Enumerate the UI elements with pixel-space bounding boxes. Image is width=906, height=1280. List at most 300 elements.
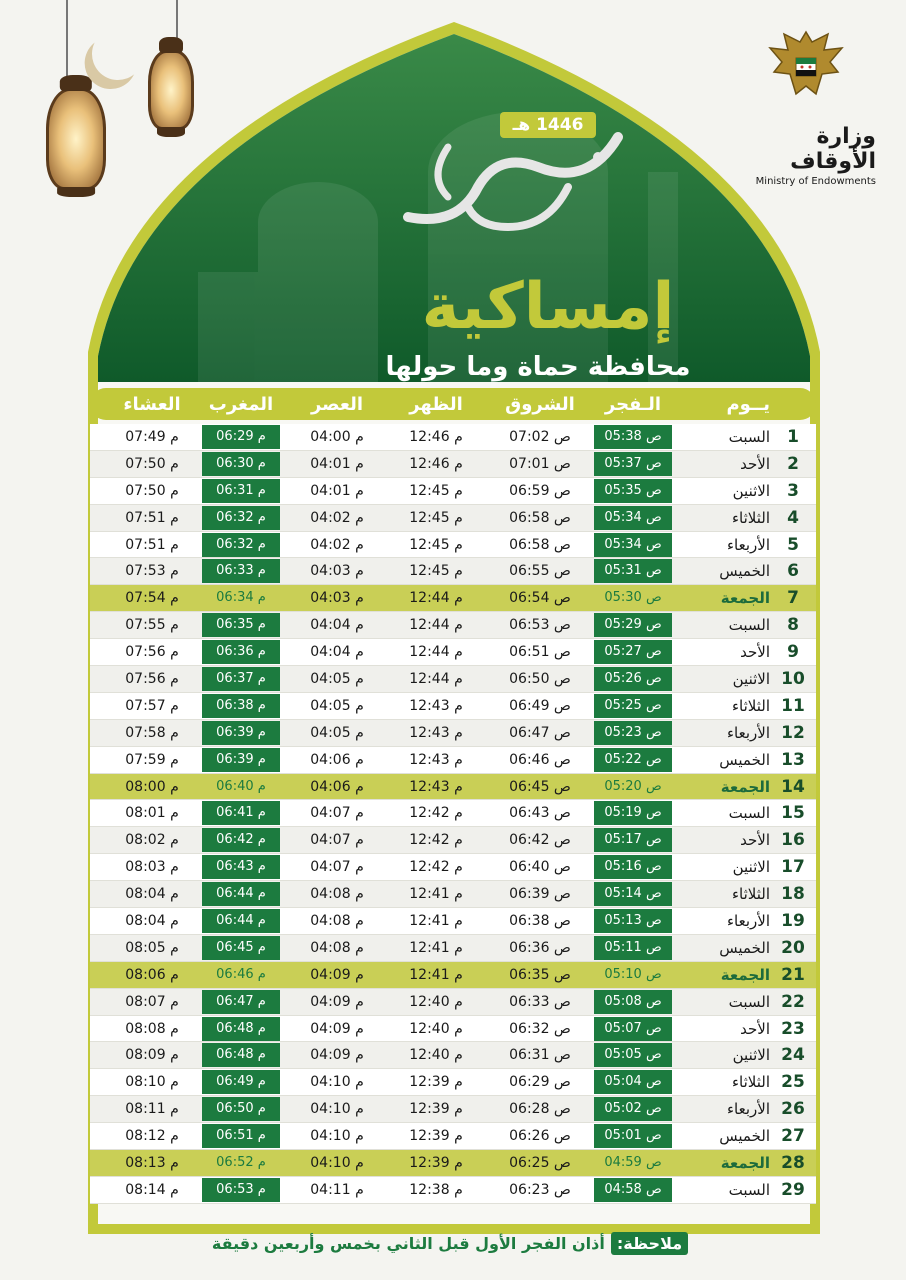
day-name: الاثنين: [732, 669, 770, 688]
maghrib-time: [202, 990, 280, 1014]
maghrib-time: [202, 1097, 280, 1121]
maghrib-time-value: 06:52 م: [202, 1151, 280, 1175]
asr-time: 04:05 م: [310, 697, 364, 714]
isha-time: 07:51 م: [125, 536, 179, 553]
dhuhr-time: 12:43 م: [409, 751, 463, 768]
ministry-name-ar: وزارة الأوقاف: [790, 124, 876, 174]
table-row: [90, 1177, 816, 1204]
day-name: الثلاثاء: [731, 696, 770, 715]
table-body: [90, 424, 816, 1204]
table-row: [90, 774, 816, 801]
asr-time: 04:07 م: [310, 805, 364, 822]
day-name: الجمعة: [720, 1153, 770, 1172]
maghrib-time: [202, 909, 280, 933]
day-number: 12: [781, 722, 805, 743]
fajr-time-value: 05:29 ص: [594, 613, 672, 637]
shuruq-time: 07:01 ص: [509, 455, 571, 472]
asr-time: 04:02 م: [310, 536, 364, 553]
fajr-time: [594, 667, 672, 691]
ramadan-calligraphy-icon: [388, 127, 648, 247]
dhuhr-time: 12:42 م: [409, 832, 463, 849]
shuruq-time: 06:26 ص: [509, 1128, 571, 1145]
header-shuruq: الشروق: [505, 393, 575, 415]
dhuhr-time: 12:44 م: [409, 617, 463, 634]
maghrib-time: [202, 1178, 280, 1202]
fajr-time: [594, 721, 672, 745]
shuruq-time: 06:35 ص: [509, 966, 571, 983]
header-fajr: الـفجر: [604, 393, 662, 415]
table-row: [90, 881, 816, 908]
isha-time: 07:56 م: [125, 670, 179, 687]
day-name: السبت: [728, 427, 770, 446]
isha-time: 08:12 م: [125, 1128, 179, 1145]
fajr-time: [594, 694, 672, 718]
shuruq-time: 06:33 ص: [509, 993, 571, 1010]
day-number: 15: [781, 803, 805, 824]
day-number: 26: [781, 1099, 805, 1120]
asr-time: 04:05 م: [310, 670, 364, 687]
table-row: [90, 989, 816, 1016]
day-name: الاثنين: [732, 1046, 770, 1065]
day-name: الأربعاء: [726, 723, 770, 742]
maghrib-time-value: 06:45 م: [202, 936, 280, 960]
shuruq-time: 06:53 ص: [509, 617, 571, 634]
maghrib-time-value: 06:53 م: [202, 1178, 280, 1202]
maghrib-time-value: 06:40 م: [202, 775, 280, 799]
asr-time: 04:10 م: [310, 1074, 364, 1091]
asr-time: 04:09 م: [310, 1047, 364, 1064]
fajr-time-value: 05:05 ص: [594, 1043, 672, 1067]
isha-time: 07:55 م: [125, 617, 179, 634]
isha-time: 08:01 م: [125, 805, 179, 822]
day-number: 25: [781, 1072, 805, 1093]
isha-time: 07:51 م: [125, 509, 179, 526]
maghrib-time-value: 06:30 م: [202, 452, 280, 476]
table-row: [90, 747, 816, 774]
shuruq-time: 06:43 ص: [509, 805, 571, 822]
day-name: الأربعاء: [726, 1100, 770, 1119]
asr-time: 04:11 م: [310, 1181, 364, 1198]
maghrib-time-value: 06:39 م: [202, 721, 280, 745]
isha-time: 07:49 م: [125, 428, 179, 445]
isha-time: 07:50 م: [125, 482, 179, 499]
day-name: الأحد: [740, 831, 770, 850]
fajr-time-value: 05:01 ص: [594, 1124, 672, 1148]
isha-time: 08:05 م: [125, 939, 179, 956]
maghrib-time-value: 06:39 م: [202, 748, 280, 772]
isha-time: 08:00 م: [125, 778, 179, 795]
table-row: [90, 1096, 816, 1123]
maghrib-time: [202, 667, 280, 691]
fajr-time-value: 05:20 ص: [594, 775, 672, 799]
maghrib-time-value: 06:29 م: [202, 425, 280, 449]
maghrib-time-value: 06:44 م: [202, 882, 280, 906]
table-row: [90, 962, 816, 989]
isha-time: 07:58 م: [125, 724, 179, 741]
maghrib-time-value: 06:48 م: [202, 1017, 280, 1041]
table-row: [90, 908, 816, 935]
asr-time: 04:09 م: [310, 993, 364, 1010]
fajr-time: [594, 479, 672, 503]
shuruq-time: 06:46 ص: [509, 751, 571, 768]
day-number: 14: [781, 776, 805, 797]
shuruq-time: 06:55 ص: [509, 563, 571, 580]
prayer-times-table: [90, 388, 816, 1204]
day-name: الثلاثاء: [731, 508, 770, 527]
fajr-time-value: 05:25 ص: [594, 694, 672, 718]
asr-time: 04:06 م: [310, 751, 364, 768]
shuruq-time: 07:02 ص: [509, 428, 571, 445]
hijri-year-badge: 1446 هـ: [500, 112, 596, 138]
shuruq-time: 06:32 ص: [509, 1020, 571, 1037]
day-number: 9: [787, 642, 799, 663]
fajr-time: [594, 936, 672, 960]
day-number: 3: [787, 480, 799, 501]
shuruq-time: 06:45 ص: [509, 778, 571, 795]
fajr-time-value: 05:37 ص: [594, 452, 672, 476]
day-number: 22: [781, 991, 805, 1012]
isha-time: 08:08 م: [125, 1020, 179, 1037]
maghrib-time: [202, 586, 280, 610]
day-number: 19: [781, 910, 805, 931]
dhuhr-time: 12:44 م: [409, 590, 463, 607]
asr-time: 04:10 م: [310, 1128, 364, 1145]
maghrib-time: [202, 1070, 280, 1094]
maghrib-time-value: 06:44 م: [202, 909, 280, 933]
maghrib-time: [202, 425, 280, 449]
dhuhr-time: 12:45 م: [409, 563, 463, 580]
dhuhr-time: 12:40 م: [409, 993, 463, 1010]
maghrib-time: [202, 828, 280, 852]
shuruq-time: 06:40 ص: [509, 859, 571, 876]
day-number: 8: [787, 615, 799, 636]
ministry-name-en: Ministry of Endowments: [755, 176, 876, 187]
fajr-time-value: 05:16 ص: [594, 855, 672, 879]
day-name: الجمعة: [720, 965, 770, 984]
table-row: [90, 424, 816, 451]
header-isha: العشاء: [123, 393, 181, 415]
shuruq-time: 06:59 ص: [509, 482, 571, 499]
table-row: [90, 854, 816, 881]
dhuhr-time: 12:45 م: [409, 509, 463, 526]
maghrib-time-value: 06:51 م: [202, 1124, 280, 1148]
header-maghrib: المغرب: [208, 393, 274, 415]
isha-time: 08:04 م: [125, 912, 179, 929]
isha-time: 08:13 م: [125, 1154, 179, 1171]
isha-time: 08:07 م: [125, 993, 179, 1010]
day-number: 29: [781, 1179, 805, 1200]
maghrib-time: [202, 882, 280, 906]
day-name: الجمعة: [720, 777, 770, 796]
isha-time: 08:09 م: [125, 1047, 179, 1064]
fajr-time: [594, 1043, 672, 1067]
shuruq-time: 06:47 ص: [509, 724, 571, 741]
day-number: 1: [787, 426, 799, 447]
table-row: [90, 1069, 816, 1096]
table-header: [90, 388, 816, 420]
fajr-time-value: 05:19 ص: [594, 801, 672, 825]
isha-time: 07:57 م: [125, 697, 179, 714]
day-name: الثلاثاء: [731, 1073, 770, 1092]
fajr-time-value: 05:04 ص: [594, 1070, 672, 1094]
maghrib-time-value: 06:42 م: [202, 828, 280, 852]
day-name: الاثنين: [732, 858, 770, 877]
fajr-time-value: 05:31 ص: [594, 559, 672, 583]
day-name: الخميس: [719, 938, 770, 957]
dhuhr-time: 12:39 م: [409, 1074, 463, 1091]
dhuhr-time: 12:41 م: [409, 939, 463, 956]
asr-time: 04:03 م: [310, 590, 364, 607]
dhuhr-time: 12:43 م: [409, 697, 463, 714]
table-row: [90, 935, 816, 962]
asr-time: 04:08 م: [310, 912, 364, 929]
fajr-time: [594, 748, 672, 772]
shuruq-time: 06:58 ص: [509, 509, 571, 526]
table-row: [90, 639, 816, 666]
dhuhr-time: 12:44 م: [409, 670, 463, 687]
table-row: [90, 1042, 816, 1069]
maghrib-time: [202, 479, 280, 503]
day-name: الثلاثاء: [731, 885, 770, 904]
isha-time: 08:11 م: [125, 1101, 179, 1118]
fajr-time-value: 05:10 ص: [594, 963, 672, 987]
day-number: 27: [781, 1126, 805, 1147]
shuruq-time: 06:58 ص: [509, 536, 571, 553]
day-number: 11: [781, 695, 805, 716]
day-number: 16: [781, 830, 805, 851]
table-row: [90, 478, 816, 505]
fajr-time-value: 04:59 ص: [594, 1151, 672, 1175]
fajr-time: [594, 640, 672, 664]
shuruq-time: 06:49 ص: [509, 697, 571, 714]
maghrib-time-value: 06:33 م: [202, 559, 280, 583]
maghrib-time: [202, 559, 280, 583]
fajr-time-value: 04:58 ص: [594, 1178, 672, 1202]
day-number: 5: [787, 534, 799, 555]
asr-time: 04:06 م: [310, 778, 364, 795]
fajr-time-value: 05:26 ص: [594, 667, 672, 691]
asr-time: 04:05 م: [310, 724, 364, 741]
dhuhr-time: 12:39 م: [409, 1128, 463, 1145]
footer-note: [180, 1228, 720, 1258]
dhuhr-time: 12:44 م: [409, 644, 463, 661]
day-name: الخميس: [719, 1127, 770, 1146]
fajr-time-value: 05:35 ص: [594, 479, 672, 503]
day-number: 17: [781, 857, 805, 878]
fajr-time-value: 05:22 ص: [594, 748, 672, 772]
dhuhr-time: 12:39 م: [409, 1154, 463, 1171]
table-row: [90, 585, 816, 612]
maghrib-time-value: 06:46 م: [202, 963, 280, 987]
maghrib-time-value: 06:34 م: [202, 586, 280, 610]
fajr-time: [594, 425, 672, 449]
shuruq-time: 06:23 ص: [509, 1181, 571, 1198]
maghrib-time-value: 06:49 م: [202, 1070, 280, 1094]
shuruq-time: 06:42 ص: [509, 832, 571, 849]
isha-time: 08:02 م: [125, 832, 179, 849]
note-label: ملاحظة:: [611, 1232, 688, 1255]
maghrib-time: [202, 1151, 280, 1175]
header-day: يــوم: [726, 393, 770, 415]
day-name: الأحد: [740, 643, 770, 662]
fajr-time-value: 05:23 ص: [594, 721, 672, 745]
maghrib-time: [202, 1124, 280, 1148]
maghrib-time: [202, 1017, 280, 1041]
table-row: [90, 827, 816, 854]
dhuhr-time: 12:46 م: [409, 428, 463, 445]
asr-time: 04:09 م: [310, 966, 364, 983]
dhuhr-time: 12:42 م: [409, 805, 463, 822]
fajr-time: [594, 909, 672, 933]
shuruq-time: 06:39 ص: [509, 886, 571, 903]
day-name: السبت: [728, 804, 770, 823]
fajr-time: [594, 1070, 672, 1094]
day-name: السبت: [728, 992, 770, 1011]
asr-time: 04:01 م: [310, 482, 364, 499]
day-number: 20: [781, 937, 805, 958]
day-name: الأربعاء: [726, 535, 770, 554]
shuruq-time: 06:50 ص: [509, 670, 571, 687]
fajr-time: [594, 801, 672, 825]
isha-time: 07:59 م: [125, 751, 179, 768]
fajr-time: [594, 1178, 672, 1202]
shuruq-time: 06:38 ص: [509, 912, 571, 929]
maghrib-time: [202, 613, 280, 637]
asr-time: 04:00 م: [310, 428, 364, 445]
table-row: [90, 720, 816, 747]
dhuhr-time: 12:38 م: [409, 1181, 463, 1198]
fajr-time-value: 05:11 ص: [594, 936, 672, 960]
maghrib-time-value: 06:50 م: [202, 1097, 280, 1121]
note-text: أذان الفجر الأول قبل الثاني بخمس وأربعين دقيقة: [211, 1233, 605, 1253]
shuruq-time: 06:54 ص: [509, 590, 571, 607]
dhuhr-time: 12:39 م: [409, 1101, 463, 1118]
asr-time: 04:04 م: [310, 644, 364, 661]
fajr-time: [594, 1017, 672, 1041]
asr-time: 04:08 م: [310, 939, 364, 956]
isha-time: 07:54 م: [125, 590, 179, 607]
page-title: إمساكية: [421, 270, 675, 344]
fajr-time: [594, 1124, 672, 1148]
isha-time: 08:06 م: [125, 966, 179, 983]
fajr-time-value: 05:30 ص: [594, 586, 672, 610]
fajr-time-value: 05:27 ص: [594, 640, 672, 664]
maghrib-time-value: 06:38 م: [202, 694, 280, 718]
day-number: 18: [781, 884, 805, 905]
day-name: الأحد: [740, 1019, 770, 1038]
isha-time: 07:56 م: [125, 644, 179, 661]
day-number: 2: [787, 453, 799, 474]
fajr-time: [594, 1151, 672, 1175]
maghrib-time: [202, 936, 280, 960]
table-row: [90, 505, 816, 532]
table-row: [90, 532, 816, 559]
fajr-time: [594, 586, 672, 610]
shuruq-time: 06:31 ص: [509, 1047, 571, 1064]
maghrib-time-value: 06:41 م: [202, 801, 280, 825]
fajr-time-value: 05:07 ص: [594, 1017, 672, 1041]
shuruq-time: 06:36 ص: [509, 939, 571, 956]
maghrib-time-value: 06:32 م: [202, 533, 280, 557]
maghrib-time-value: 06:35 م: [202, 613, 280, 637]
table-row: [90, 1150, 816, 1177]
isha-time: 08:04 م: [125, 886, 179, 903]
maghrib-time: [202, 855, 280, 879]
province-subtitle: محافظة حماة وما حولها: [385, 352, 691, 382]
day-number: 13: [781, 749, 805, 770]
day-name: الخميس: [719, 562, 770, 581]
maghrib-time-value: 06:36 م: [202, 640, 280, 664]
dhuhr-time: 12:41 م: [409, 912, 463, 929]
maghrib-time: [202, 748, 280, 772]
isha-time: 08:03 م: [125, 859, 179, 876]
day-number: 4: [787, 507, 799, 528]
day-name: الأحد: [740, 454, 770, 473]
fajr-time: [594, 963, 672, 987]
asr-time: 04:09 م: [310, 1020, 364, 1037]
fajr-time-value: 05:17 ص: [594, 828, 672, 852]
day-name: السبت: [728, 616, 770, 635]
fajr-time-value: 05:02 ص: [594, 1097, 672, 1121]
day-number: 10: [781, 668, 805, 689]
table-row: [90, 612, 816, 639]
fajr-time: [594, 1097, 672, 1121]
header-asr: العصر: [310, 393, 364, 415]
fajr-time-value: 05:13 ص: [594, 909, 672, 933]
day-number: 7: [787, 588, 799, 609]
dhuhr-time: 12:40 م: [409, 1020, 463, 1037]
table-row: [90, 800, 816, 827]
maghrib-time: [202, 963, 280, 987]
day-number: 24: [781, 1045, 805, 1066]
fajr-time: [594, 533, 672, 557]
maghrib-time: [202, 640, 280, 664]
asr-time: 04:10 م: [310, 1101, 364, 1118]
day-name: الخميس: [719, 750, 770, 769]
asr-time: 04:02 م: [310, 509, 364, 526]
asr-time: 04:08 م: [310, 886, 364, 903]
shuruq-time: 06:29 ص: [509, 1074, 571, 1091]
header-dhuhr: الظهر: [409, 393, 463, 415]
asr-time: 04:01 م: [310, 455, 364, 472]
asr-time: 04:07 م: [310, 859, 364, 876]
fajr-time: [594, 828, 672, 852]
day-number: 21: [781, 964, 805, 985]
dhuhr-time: 12:43 م: [409, 724, 463, 741]
table-row: [90, 666, 816, 693]
table-row: [90, 558, 816, 585]
maghrib-time: [202, 721, 280, 745]
isha-time: 08:10 م: [125, 1074, 179, 1091]
fajr-time: [594, 882, 672, 906]
maghrib-time-value: 06:37 م: [202, 667, 280, 691]
table-row: [90, 1123, 816, 1150]
shuruq-time: 06:28 ص: [509, 1101, 571, 1118]
isha-time: 07:50 م: [125, 455, 179, 472]
day-number: 28: [781, 1152, 805, 1173]
maghrib-time: [202, 775, 280, 799]
day-number: 23: [781, 1018, 805, 1039]
maghrib-time-value: 06:48 م: [202, 1043, 280, 1067]
dhuhr-time: 12:40 م: [409, 1047, 463, 1064]
table-row: [90, 451, 816, 478]
fajr-time: [594, 559, 672, 583]
day-name: السبت: [728, 1180, 770, 1199]
maghrib-time-value: 06:32 م: [202, 506, 280, 530]
dhuhr-time: 12:41 م: [409, 966, 463, 983]
dhuhr-time: 12:45 م: [409, 536, 463, 553]
maghrib-time: [202, 506, 280, 530]
